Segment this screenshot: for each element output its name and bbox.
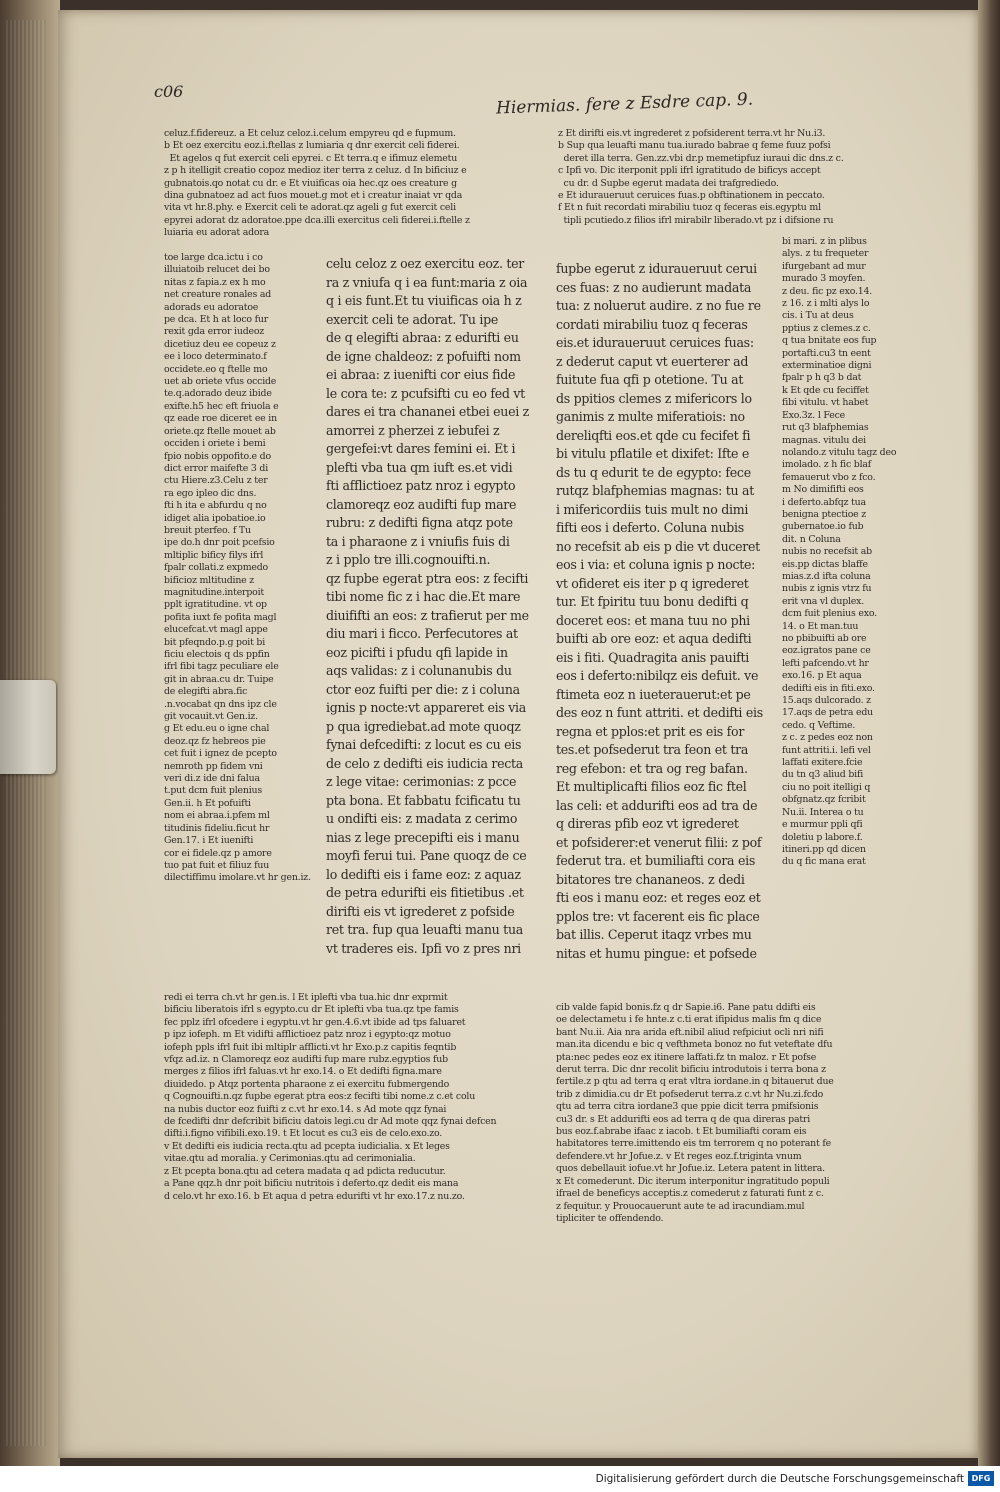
dfg-logo-icon: DFG (968, 1471, 994, 1486)
page-tab-marker (0, 680, 56, 774)
footer-bar (0, 1466, 1000, 1492)
commentary-right-narrow: bi mari. z in plibus alys. z tu frequeter ifurgebant ad mur murado 3 moyfen. z deu. fic pz exo.14. z 16. z i mlti alys lo cis. i Tu at deus pptius z clemes.z c. q tua bnitate eos fup portafti.cu3 tn eent exterminatioe digni fpalr p h q3 b dat k Et qde cu feciffet fibi vitulu. vt habet Exo.3z. l Fece rut q3 blafphemias magnas. vitulu dei nolando.z vitulu tagz deo imolado. z h fic blaf femauerut vbo z fco. m No dimififti eos i deferto.abfqz tua benigna ptectioe z gubernatoe.io fub dit. n Coluna nubis no recefsit ab eis.pp dictas blaffe mias.z.d ifta coluna nubis z ignis vtrz fu erit vna vl duplex. dcm fuit plenius exo. 14. o Et man.tuu no pbibuifti ab ore eoz.igratos pane ce lefti pafcendo.vt hr exo.16. p Et aqua dedifti eis in fiti.exo. 15.aqs dulcorado. z 17.aqs de petra edu cedo. q Veftime. z c. z pedes eoz non funt attriti.i. lefi vel laffati exitere.fcie du tn q3 aliud bifi ciu no poit itelligi q obfgnatz.qz fcribit Nu.ii. Interea o tu e murmur ppli qfi doletiu p labore.f. itineri.pp qd dicen du q fic mana erat (782, 236, 897, 868)
book-edge-right (978, 0, 1000, 1466)
commentary-left-top: celuz.f.fidereuz. a Et celuz celoz.i.celum empyreu qd e fupmum. b Et oez exercitu eoz.i.ftellas z lumiaria q dnr exercit celi fiderei. Et agelos q fut exercit celi epyrei. c Et terra.q e ifimuz elemetu z p h itelligit creatio copoz medioz iter terra z celuz. d In bificiuz e gubnatois.qo notat cu dr. e Et viuificas oia hec.qz oes creature g dina gubnatoez ad act fuos mouet.g mot et i creatur inaiat vr qda vita vt hr.8.phy. e Exercit celi te adorat.qz ageli g fut exercit celi epyrei adorat dz adoratoe.ppe dca.illi exercitus celi fiderei.i.ftelle z luiaria eu adorat adora (164, 128, 470, 239)
main-text-center-column: celu celoz z oez exercitu eoz. ter ra z vniufa q i ea funt:maria z oia q i eis funt.Et tu viuificas oia h z exercit celi te adorat. Tu ipe de q elegifti abraa: z edurifti eu de igne chaldeoz: z pofuifti nom ei abraa: z iuenifti cor eius fide le cora te: z pcufsifti cu eo fed vt dares ei tra chananei etbei euei z amorrei z pherzei z iebufei z gergefei:vt dares femini ei. Et i plefti vba tua qm iuft es.et vidi fti afflictioez patz nroz i egypto clamoreqz eoz audifti fup mare rubru: z dedifti figna atqz pote ta i pharaone z i vniufis fuis di z i pplo tre illi.cognouifti.n. qz fupbe egerat ptra eos: z fecifti tibi nome fic z i hac die.Et mare diuififti an eos: z trafierut per me diu mari i ficco. Perfecutores at eoz picifti i pfudu qfi lapide in aqs validas: z i colunanubis du ctor eoz fuifti per die: z i coluna ignis p nocte:vt appareret eis via p qua igrediebat.ad mote quoqz fynai defcedifti: z locut es cu eis de celo z dedifti eis iudicia recta z lege vitae: cerimonias: z pcce pta bona. Et fabbatu fcificatu tu u ondifti eis: z madata z cerimo nias z lege precepifti eis i manu moyfi ferui tui. Pane quoqz de ce lo dedifti eis i fame eoz: z aquaz de petra edurifti eis fitietibus .et dirifti eis vt igrederet z pofside ret tra. fup qua leuafti manu tua vt traderes eis. Ipfi vo z pres nri (326, 256, 530, 956)
commentary-left-bottom: redi ei terra ch.vt hr gen.is. l Et iplefti vba tua.hic dnr exprmit bificiu liberatois ifrl s egypto.cu dr Et iplefti vba tua.qz tpe famis fec pplz ifrl ofcedere i egyptu.vt hr gen.4.6.vt ibide ad tps faluaret p ipz iofeph. m Et vidifti afflictioez patz nroz i egypto:qz motuo iofeph ppls ifrl fuit ibi mltiplr afflicti.vt hr Exo.p.z capitis feqntib vfqz ad.iz. n Clamoreqz eoz audifti fup mare rubz.egyptios fub merges z filios ifrl faluas.vt hr exo.14. o Et dedifti figna.mare diuidedo. p Atqz portenta pharaone z ei exercitu fubmergendo q Cognouifti.n.qz fupbe egerat ptra eos:z fecifti tibi nome.z c.et colu na nubis ductor eoz fuifti z c.vt hr exo.14. s Ad mote qqz fynai de fcedifti dnr defcribit bificiu datois legi.cu dr Ad mote qqz fynai defcen difti.i.figno vifibili.exo.19. t Et locut es cu3 eis de celo.exo.zo. v Et dedifti eis iudicia recta.qtu ad pcepta iudicialia. x Et leges vitae.qtu ad moralia. y Cerimonias.qtu ad cerimonialia. z Et pcepta bona.qtu ad cetera madata q ad pdicta reducutur. a Pane qqz.h dnr poit bificiu nutritois i deferto.qz dedit eis mana d celo.vt hr exo.16. b Et aqua d petra edurifti vt hr exo.17.z nu.zo. (164, 992, 497, 1202)
commentary-right-top: z Et dirifti eis.vt ingrederet z pofsiderent terra.vt hr Nu.i3. b Sup qua leuafti manu tua.iurado babrae q feme fuuz pofsi deret illa terra. Gen.zz.vbi dr.p memetipfuz iuraui dic dns.z c. c Ipfi vo. Dic iterponit ppli ifrl igratitudo de bificys accept cu dr. d Supbe egerut madata dei trafgrediedo. e Et iduraueruut ceruices fuas.p obftinationem in peccato. f Et n fuit recordati mirabiliu tuoz q feceras eis.egyptu ml tipli pcutiedo.z filios ifrl mirabilr liberado.vt pz i difsione ru (558, 128, 844, 226)
main-text-right-column: fupbe egerut z iduraueruut ceruі ces fuas: z no audierunt madata tua: z noluerut audire. z no fue re cordati mirabiliu tuoz q feceras eis.et iduraueruut ceruices fuas: z dederut caput vt euerterer ad fuitute fua qfi p otetione. Tu at ds ppitios clemes z mifericors lo ganimis z multe miferatiois: no dereliqfti eos.et qde cu fecifet fi bi vitulu pflatile et dixifet: Ifte e ds tu q edurit te de egypto: fece rutqz blafphemias magnas: tu at i mifericordiis tuis mult no dimi fifti eos i deferto. Coluna nubis no recefsit ab eis p die vt duceret eos i via: et coluna ignis p nocte: vt ofideret eis iter p q igrederet tur. Et fpiritu tuu bonu dedifti q doceret eos: et mana tuu no phi buifti ab ore eoz: et aqua dedifti eis i fiti. Quadragita anis pauifti eos i deferto:nibilqz eis defuit. ve ftimeta eoz n iueterauerut:et pe des eoz n funt attriti. et dedifti eis regna et pplos:et prit es eis for tes.et pofsederut tra feon et tra reg efebon: et tra og reg bafan. Et multiplicafti filios eoz fic ftel las celi: et addurifti eos ad tra de q direras pfib eoz vt igrederet et pofsiderer:et venerut filii: z pof federut tra. et bumiliafti cora eis bitatores tre chananeos. z dedi fti eos i manu eoz: et reges eoz et pplos tre: vt facerent eis fic place bat illis. Ceperut itaqz vrbes mu nitas et humu pingue: et pofsede (556, 261, 763, 961)
commentary-left-narrow: toe large dca.ictu i co illuiatoib relucet dei bo nitas z fapia.z ex h mo net creature ronales ad adorads eu adoratoe pe dca. Et h at loco fur rexit gda error iudeoz dicetiuz deu ee copeuz z ee i loco determinato.f occidete.eo q ftelle mo uet ab oriete vfus occide te.q.adorado deuz ibide exifte.h5 hec eft friuola e qz eade roe diceret ee in oriete.qz ftelle mouet ab occiden i oriete i bemi fpio nobis oppofito.e do dict error maifefte 3 di ctu Hiere.z3.Celu z ter ra ego ipleo dic dns. fti h ita e abfurdu q no idiget alia ipobatioe.io breuit pterfeo. f Tu ipe do.h dnr poit pcefsio mltiplic bificy filys ifrl fpalr collati.z expmedo bificioz mltitudine z magnitudine.interpoit pplt igratitudine. vt op pofita iuxt fe pofita magl elucefcat.vt magl appe bit pfeqndo.p.g poit bi ficiu electois q ds ppfin ifrl fibi tagz peculiare ele git in abraa.cu dr. Tuipe de elegifti abra.fic .n.vocabat qn dns ipz cle git vocauit.vt Gen.iz. g Et edu.eu o igne chal deoz.qz fz hebreos pie cet fuit i ignez de pcepto nemroth pp fidem vni veri di.z ide dni falua t.put dcm fuit plenius Gen.ii. h Et pofuifti nom ei abraa.i.pfem ml titudinis fideliu.ficut hr Gen.17. i Et iuenifti cor ei fidele.qz p amore tuo pat fuit et filiuz fuu dilectiffimu imolare.vt hr gen.iz. (164, 252, 311, 884)
footer-funding-text: Digitalisierung gefördert durch die Deutsche Forschungsgemeinschaft (595, 1473, 964, 1485)
commentary-right-bottom: cib valde fapid bonis.fz q dr Sapie.i6. Pane patu ddifti eis oe delectametu i fe hnte.z c.ti erat ifipidus malis fm q dice bant Nu.ii. Aia nra arida eft.nibil aliud refpiciut ocli nri nifi man.ita dicendu e bic q vefthmeta bonoz no fut veteftate dfu pta:nec pedes eoz ex itinere laffati.fz tn maloz. r Et pofse derut terra. Dic dnr recolit bificiu introdutois i terra bona z fertile.z p qtu ad terra q erat vltra iordane.in q bitauerut due trib z dimidia.cu dr Et pofsederut terra.z c.vt hr Nu.zi.fcdo qtu ad terra citra iordane3 que ppie dicit terra pmifsionis cu3 dr. s Et addurifti eos ad terra q de qua direras patri bus eoz.f.abrabe ifaac z iacob. t Et bumiliafti coram eis habitatores terre.imittendo eis tm terrorem q no poterant fe defendere.vt hr Jofue.z. v Et reges eoz.f.triginta vnum quos debellauit iofue.vt hr Jofue.iz. Letera patent in littera. x Et comederunt. Dic iterum interponitur ingratitudo populi ifrael de beneficys acceptis.z comederut z faturati funt z c. z fequitur. y Prouocauerunt aute te ad iracundiam.mul tipliciter te offendendo. (556, 1002, 834, 1224)
handwritten-note: Hiermias. fere z Esdre cap. 9. (495, 89, 754, 119)
book-page (58, 10, 978, 1458)
folio-number: c06 (154, 82, 184, 101)
